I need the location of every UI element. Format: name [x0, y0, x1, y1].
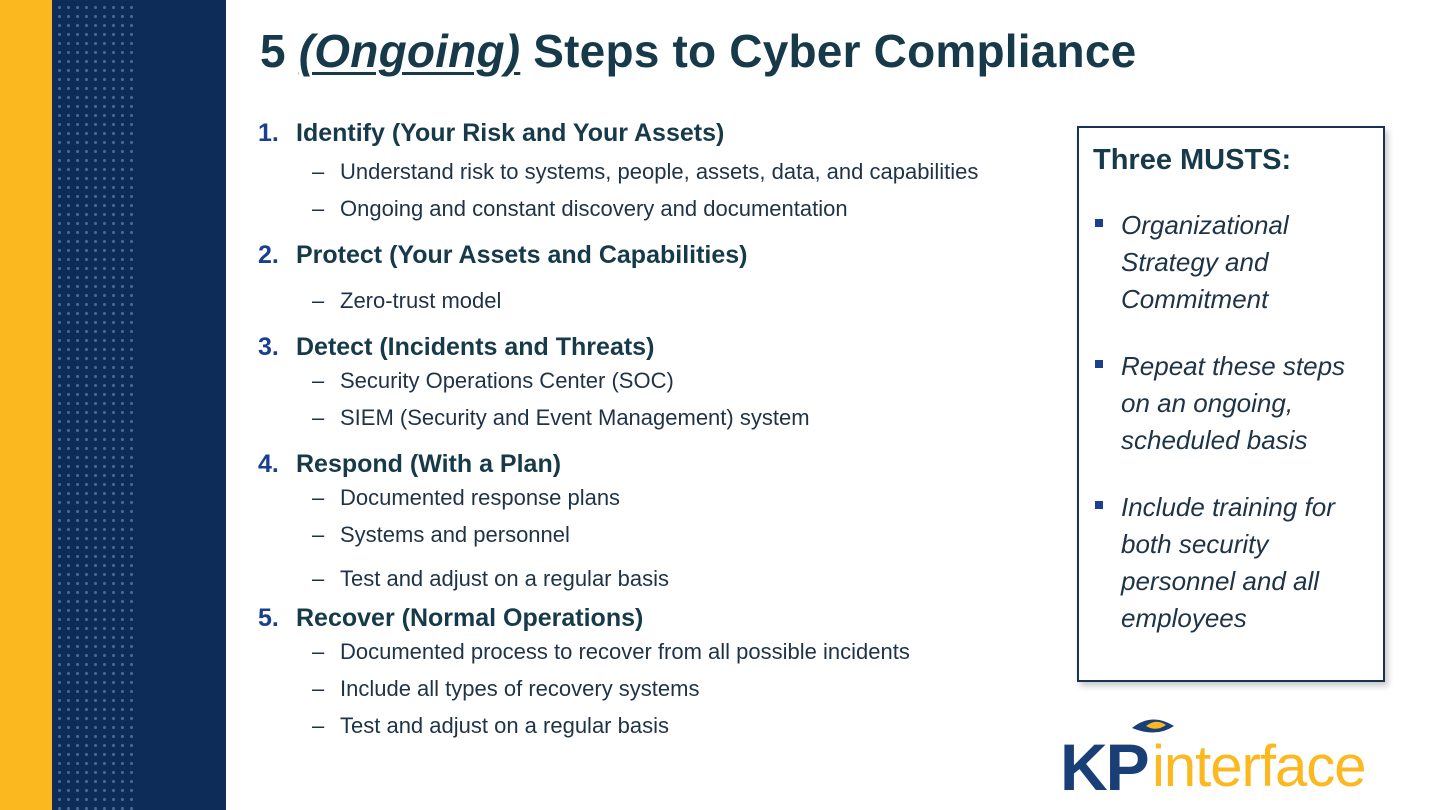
musts-item [1093, 348, 1367, 459]
step-number: 3. [258, 333, 279, 361]
square-bullet-icon [1095, 219, 1103, 227]
dash-marker: – [312, 196, 325, 221]
logo-kp: KP [1060, 730, 1148, 798]
dash-marker: – [312, 713, 325, 738]
logo-interface: interface [1152, 734, 1366, 798]
musts-item [1093, 489, 1367, 637]
step-heading [258, 601, 1058, 635]
kpinterface-logo [1060, 708, 1420, 798]
step-item [258, 157, 1058, 187]
step-item-text: Systems and personnel [340, 522, 570, 547]
dash-marker: – [312, 405, 325, 430]
title-prefix: 5 [260, 25, 286, 77]
sidebar-yellow-stripe [0, 0, 52, 810]
musts-item-text: Include training for both security personnel and all employees [1121, 492, 1335, 633]
dash-marker: – [312, 159, 325, 184]
dot-pattern [52, 0, 138, 810]
step-item [258, 711, 1058, 741]
dash-marker: – [312, 368, 325, 393]
page-title [260, 24, 1136, 78]
step-item-text: Documented process to recover from all possible incidents [340, 639, 910, 664]
step-heading [258, 447, 1058, 481]
step-heading-label: Respond (With a Plan) [296, 450, 562, 478]
step-item [258, 674, 1058, 704]
step-item [258, 564, 1058, 594]
dash-marker: – [312, 639, 325, 664]
musts-item-text: Organizational Strategy and Commitment [1121, 210, 1289, 314]
step-item-text: Understand risk to systems, people, assets, data, and capabilities [340, 159, 979, 184]
dash-marker: – [312, 522, 325, 547]
musts-list [1093, 207, 1367, 637]
step-number: 4. [258, 450, 279, 478]
step-item [258, 286, 1058, 316]
step-item-text: Include all types of recovery systems [340, 676, 700, 701]
step-heading-label: Identify (Your Risk and Your Assets) [296, 119, 725, 147]
musts-title: Three MUSTS: [1093, 144, 1292, 176]
step-heading [258, 330, 1058, 364]
step-heading-label: Recover (Normal Operations) [296, 604, 644, 632]
square-bullet-icon [1095, 501, 1103, 509]
steps-list [258, 116, 1058, 741]
step-item [258, 194, 1058, 224]
step-item-text: Test and adjust on a regular basis [340, 713, 669, 738]
dash-marker: – [312, 566, 325, 591]
title-suffix: Steps to Cyber Compliance [533, 25, 1137, 77]
step-item [258, 483, 1058, 513]
step-heading [258, 116, 1058, 150]
step-item [258, 520, 1058, 550]
step-heading-label: Protect (Your Assets and Capabilities) [296, 241, 748, 269]
title-emphasis: (Ongoing) [298, 25, 521, 77]
dash-marker: – [312, 485, 325, 510]
dash-marker: – [312, 676, 325, 701]
musts-item [1093, 207, 1367, 318]
step-item [258, 403, 1058, 433]
three-musts-box [1077, 126, 1385, 682]
step-item-text: Ongoing and constant discovery and documentation [340, 196, 848, 221]
step-heading [258, 238, 1058, 272]
dash-marker: – [312, 288, 325, 313]
step-item-text: Documented response plans [340, 485, 621, 510]
musts-item-text: Repeat these steps on an ongoing, scheduled basis [1121, 351, 1346, 455]
step-heading-label: Detect (Incidents and Threats) [296, 333, 655, 361]
square-bullet-icon [1095, 360, 1103, 368]
step-item [258, 637, 1058, 667]
step-number: 1. [258, 119, 279, 147]
step-item-text: Test and adjust on a regular basis [340, 566, 669, 591]
step-item [258, 366, 1058, 396]
step-number: 5. [258, 604, 279, 632]
step-item-text: SIEM (Security and Event Management) system [340, 405, 810, 430]
step-item-text: Zero-trust model [340, 288, 502, 313]
step-number: 2. [258, 241, 279, 269]
step-item-text: Security Operations Center (SOC) [340, 368, 674, 393]
